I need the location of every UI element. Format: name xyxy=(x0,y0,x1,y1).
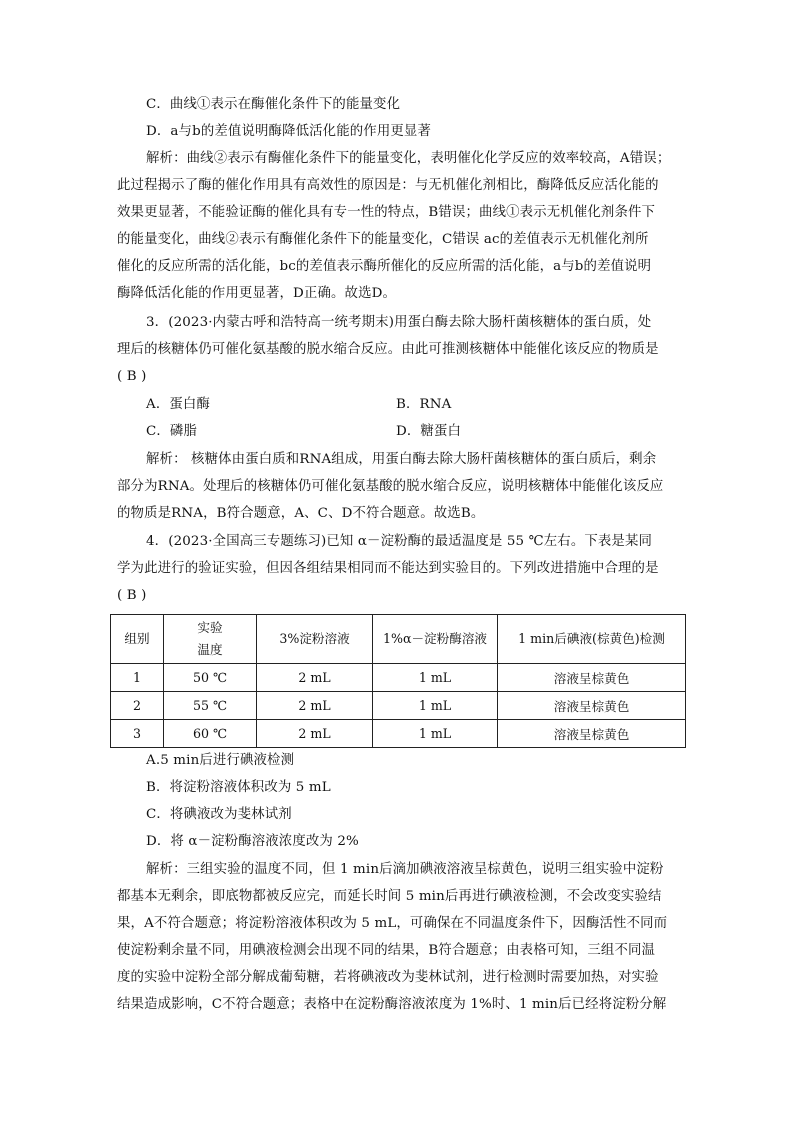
question-3-option-d: D．糖蛋白 xyxy=(396,424,462,439)
table-header-group: 组别 xyxy=(111,615,164,664)
question-4-analysis: 结果造成影响，C不符合题意；表格中在淀粉酶溶液浓度为 1%时、1 min后已经将淀粉分解 xyxy=(117,997,667,1012)
table-cell: 溶液呈棕黄色 xyxy=(498,720,686,748)
question-4-option-d: D．将 α－淀粉酶溶液浓度改为 2% xyxy=(146,834,359,849)
table-header-enzyme: 1%α－淀粉酶溶液 xyxy=(373,615,498,664)
table-cell: 60 ℃ xyxy=(164,720,257,748)
experiment-table xyxy=(110,614,686,748)
question-3-analysis: 的物质是RNA，B符合题意，A、C、D不符合题意。故选B。 xyxy=(117,506,485,521)
question-3-analysis: 部分为RNA。处理后的核糖体仍可催化氨基酸的脱水缩合反应，说明核糖体中能催化该反应 xyxy=(117,479,664,494)
question-3-option-a: A．蛋白酶 xyxy=(146,397,210,412)
question-4-analysis: 度的实验中淀粉全部分解成葡萄糖，若将碘液改为斐林试剂，进行检测时需要加热，对实验 xyxy=(117,970,659,985)
question-4-analysis: 果，A不符合题意；将淀粉溶液体积改为 5 mL，可确保在不同温度条件下，因酶活性不同而 xyxy=(117,916,668,931)
table-cell: 2 xyxy=(111,692,164,720)
analysis-line: 的能量变化，曲线②表示有酶催化条件下的能量变化，C错误 ac的差值表示无机催化剂所 xyxy=(117,232,649,247)
question-3-answer: ( B ) xyxy=(117,369,147,384)
question-3-option-b: B．RNA xyxy=(396,397,452,412)
question-3-stem: 理后的核糖体仍可催化氨基酸的脱水缩合反应。由此可推测核糖体中能催化该反应的物质是 xyxy=(117,342,659,357)
question-4-analysis: 都基本无剩余，即底物都被反应完，而延长时间 5 min后再进行碘液检测，不会改变实验结 xyxy=(117,889,662,904)
question-3-analysis: 解析： 核糖体由蛋白质和RNA组成，用蛋白酶去除大肠杆菌核糖体的蛋白质后，剩余 xyxy=(146,452,657,467)
question-4-stem: 4．(2023·全国高三专题练习)已知 α－淀粉酶的最适温度是 55 ℃左右。下表是某同 xyxy=(146,534,653,549)
question-4-analysis: 使淀粉剩余量不同，用碘液检测会出现不同的结果，B符合题意；由表格可知，三组不同温 xyxy=(117,943,656,958)
table-cell: 1 mL xyxy=(373,720,498,748)
table-header-temperature: 实验 温度 xyxy=(164,615,257,664)
table-row xyxy=(111,720,686,748)
table-cell: 3 xyxy=(111,720,164,748)
table-header-row xyxy=(111,615,686,664)
question-4-option-b: B．将淀粉溶液体积改为 5 mL xyxy=(146,780,331,795)
table-row xyxy=(111,664,686,692)
table-header-iodine: 1 min后碘液(棕黄色)检测 xyxy=(498,615,686,664)
table-cell: 溶液呈棕黄色 xyxy=(498,692,686,720)
table-cell: 2 mL xyxy=(257,692,373,720)
analysis-line: 解析：曲线②表示有酶催化条件下的能量变化，表明催化化学反应的效率较高，A错误； xyxy=(146,151,671,166)
question-3-stem: 3．(2023·内蒙古呼和浩特高一统考期末)用蛋白酶去除大肠杆菌核糖体的蛋白质，处 xyxy=(146,315,652,330)
table-cell: 2 mL xyxy=(257,664,373,692)
question-3-option-c: C．磷脂 xyxy=(146,424,198,439)
question-4-analysis: 解析：三组实验的温度不同，但 1 min后滴加碘液溶液呈棕黄色，说明三组实验中淀粉 xyxy=(146,862,664,877)
question-4-answer: ( B ) xyxy=(117,588,147,603)
question-4-stem: 学为此进行的验证实验，但因各组结果相同而不能达到实验目的。下列改进措施中合理的是 xyxy=(117,561,659,576)
table-cell: 1 xyxy=(111,664,164,692)
table-row xyxy=(111,692,686,720)
table-cell: 1 mL xyxy=(373,664,498,692)
option-c-line: C．曲线①表示在酶催化条件下的能量变化 xyxy=(146,97,401,112)
table-header-starch: 3%淀粉溶液 xyxy=(257,615,373,664)
question-4-option-a: A.5 min后进行碘液检测 xyxy=(146,753,295,768)
table-cell: 50 ℃ xyxy=(164,664,257,692)
analysis-line: 酶降低活化能的作用更显著，D正确。故选D。 xyxy=(117,286,397,301)
table-cell: 1 mL xyxy=(373,692,498,720)
table-cell: 2 mL xyxy=(257,720,373,748)
option-d-line: D．a与b的差值说明酶降低活化能的作用更显著 xyxy=(146,124,432,139)
analysis-line: 此过程揭示了酶的催化作用具有高效性的原因是：与无机催化剂相比，酶降低反应活化能的 xyxy=(117,178,659,193)
table-cell: 55 ℃ xyxy=(164,692,257,720)
table-cell: 溶液呈棕黄色 xyxy=(498,664,686,692)
analysis-line: 效果更显著，不能验证酶的催化具有专一性的特点，B错误；曲线①表示无机催化剂条件下 xyxy=(117,205,656,220)
question-4-option-c: C．将碘液改为斐林试剂 xyxy=(146,807,292,822)
analysis-line: 催化的反应所需的活化能，bc的差值表示酶所催化的反应所需的活化能，a与b的差值说明 xyxy=(117,259,652,274)
